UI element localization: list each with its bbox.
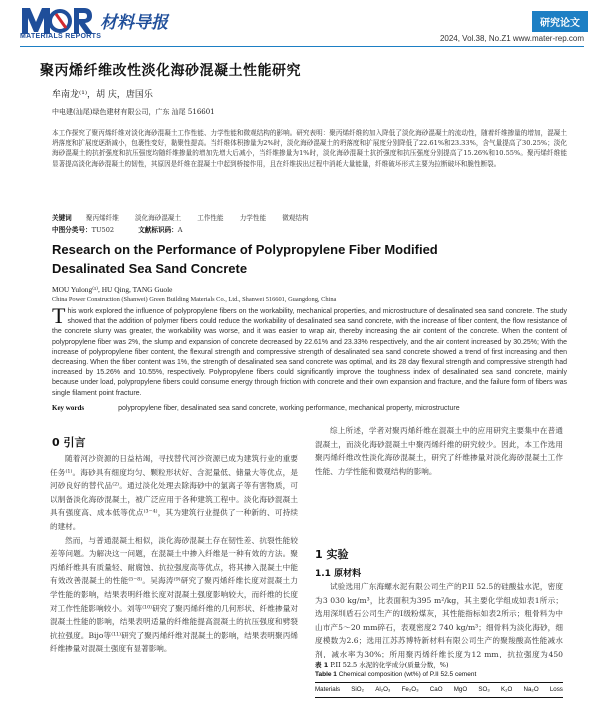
- body-paragraph: 然而，与普通混凝土相似，淡化海砂混凝土存在韧性差、抗裂性能较差等问题。为解决这一问题，在混凝土中掺入纤维是一种有效的方法。聚丙烯纤维具有质量轻、耐腐蚀、抗拉强度高等优点，将其掺入混凝土中能有效改善混凝土的性能⁽⁵⁻⁸⁾。吴海涛⁽⁹⁾研究了聚丙烯纤维长度对混凝土力学性能的影响，结果表明纤维长度对混凝土强度影响较大，而纤维的长度对工作性能影响较小。刘等⁽¹⁰⁾研究了聚丙烯纤维的几何形状、纤维掺量对混凝土性能的影响，结果表明适量的纤维能提高混凝土的抗压强度和劈裂抗拉强度。Bijo等⁽¹¹⁾研究了聚丙烯纤维对混凝土的影响，结果表明聚丙烯纤维掺量对混凝土强度有显著影响。: [50, 535, 298, 654]
- table-header-cell: Fe₂O₃: [401, 686, 419, 693]
- cn-keyword: 淡化海砂混凝土: [134, 214, 182, 222]
- cn-keywords: [52, 212, 323, 222]
- table-header-cell: SiO₂: [351, 686, 365, 693]
- table-label-en: Table 1: [315, 671, 337, 678]
- table-header-cell: Na₂O: [523, 686, 539, 693]
- journal-logo: [20, 4, 180, 36]
- body-paragraph: 试验选用广东海螺水泥有限公司生产的P.II 52.5的硅酸盐水泥，密度为3 030 kg/m³，比表面积为395 m²/kg，其主要化学组成如表1所示；选用深圳盾石公司生产的Ⅰ级粉煤灰，其性能指标如表2所示；粗骨料为中山市产5～20 mm碎石，表观密度2 740 kg/m³；细骨料为淡化海砂，细度模数为2.6；选用江苏苏博特新材料有限公司生产的聚羧酸高性能减水剂，减水率为30%；所用聚丙烯纤维长度为12 mm，抗拉强度为450: [315, 582, 563, 658]
- cn-keyword: 微观结构: [282, 214, 309, 222]
- cn-title: 聚丙烯纤维改性淡化海砂混凝土性能研究: [40, 63, 301, 79]
- right-column-materials: [315, 580, 563, 658]
- cn-authors: 牟南龙⁽¹⁾，胡 庆，唐国乐: [52, 90, 153, 100]
- logo-subtitle: MATERIALS REPORTS: [20, 33, 102, 40]
- en-abstract: [52, 303, 567, 399]
- clc-value: TU502: [91, 226, 115, 234]
- en-keywords-label: Key words: [52, 404, 85, 412]
- table-title-en: Chemical composition (wt%) of P.II 52.5 cement: [338, 671, 477, 678]
- table-header-cell: K₂O: [500, 686, 513, 693]
- table-caption-en: [315, 671, 476, 678]
- subsection-1-1-heading: 1.1 原材料: [315, 569, 362, 579]
- doc-code-value: A: [177, 226, 183, 234]
- table-header-row: [315, 686, 563, 693]
- en-title-line: Desalinated Sea Sand Concrete: [52, 261, 248, 276]
- table-header-cell: Materials: [315, 686, 341, 693]
- en-title-line: Research on the Performance of Polypropylene Fiber Modified: [52, 242, 438, 257]
- body-paragraph: 随着河沙资源的日益枯竭，寻找替代河沙资源已成为建筑行业的重要任务⁽¹⁾。海砂具有细度均匀、颗粒形状好、含泥量低、储量大等优点，是河砂良好的替代品⁽²⁾。通过淡化处理去除海砂中的氯离子等有害物质，可以制备淡化海砂混凝土，被广泛应用于各种建筑工程中。淡化海砂混凝土具有强度高、成本低等优点⁽³⁻⁴⁾，其为建筑行业提供了一种新的、可持续的建材。: [50, 454, 298, 531]
- cn-keywords-label: 关键词: [52, 214, 72, 222]
- table-header-cell: Loss: [549, 686, 563, 693]
- table-header-rule: [315, 697, 563, 698]
- en-keywords: [52, 404, 460, 412]
- clc-label: 中图分类号：: [52, 226, 92, 234]
- svg-text:材料导报: 材料导报: [100, 13, 168, 33]
- table-header-cell: SO₃: [478, 686, 490, 693]
- cn-abstract: 本工作探究了聚丙烯纤维对淡化海砂混凝土工作性能、力学性能和微观结构的影响。研究表明：聚丙烯纤维的加入降低了淡化海砂混凝土的流动性，随着纤维掺量的增加，混凝土坍落度和扩展度逐渐减小，包裹性变好，黏聚性提高。当纤维体积掺量为2%时，淡化海砂混凝土的坍落度和扩展度分别降低了22.61%和23.33%，含气量提高了30.25%；淡化海砂混凝土的抗折强度和抗压强度均随纤维掺量的增加先增大后减小，当纤维掺量为1%时，淡化海砂混凝土抗折强度和抗压强度分别提高了15.26%和10.55%。聚丙烯纤维能显著提高淡化海砂混凝土的韧性，其原因是纤维在混凝土中起到桥接作用，且在纤维拔出过程中消耗大量能量，纤维破坏形式主要为拉断破坏和脆性断裂。: [52, 129, 567, 168]
- section-1-heading: 1 实验: [315, 548, 349, 561]
- table-label-cn: 表 1: [315, 661, 329, 669]
- body-paragraph: 综上所述，学者对聚丙烯纤维在混凝土中的应用研究主要集中在普通混凝土，而淡化海砂混凝土中聚丙烯纤维的研究较少。因此，本工作选用聚丙烯纤维改性淡化海砂混凝土，研究了纤维掺量对淡化海砂混凝土工作性能、力学性能和微观结构的影响。: [315, 426, 563, 476]
- cn-keyword: 力学性能: [239, 214, 267, 222]
- en-affiliation: China Power Construction (Shanwei) Green Building Materials Co., Ltd., Shanwei 516601, Guangdong, China: [52, 296, 337, 303]
- left-column: [50, 452, 298, 656]
- section-0-heading: 0 引言: [52, 436, 86, 449]
- header-divider: [20, 46, 584, 47]
- right-column-intro: [315, 424, 563, 478]
- table-header-cell: CaO: [429, 686, 443, 693]
- issue-info: 2024, Vol.38, No.Z1 www.mater-rep.com: [439, 34, 584, 43]
- cn-affiliation: 中电建(汕尾)绿色建材有限公司，广东 汕尾 516601: [52, 108, 215, 116]
- section-badge: 研究论文: [532, 11, 588, 32]
- cn-classification: [52, 224, 183, 234]
- en-title: [52, 240, 438, 278]
- en-keywords-text: polypropylene fiber, desalinated sea sand concrete, working performance, mechanical property, microstructure: [118, 405, 460, 412]
- cn-keyword: 工作性能: [197, 214, 224, 222]
- table-title-cn: P.II 52.5 水泥的化学成分(质量分数，%): [330, 661, 449, 669]
- doc-code-label: 文献标识码：: [138, 226, 178, 234]
- en-abstract-text: his work explored the influence of polypropylene fibers on the workability, mechanical properties, and microstructure of desalinated sea sand concrete. The study showed that the addition of polymer fibers could reduce the workability of desalinated sea sand concrete, with the increase of fiber content, the flow resistance of the concrete slurry was greater, the workability was worse, and it was easier to wrap air, thereby increasing the air content of the concrete. When the content of polypropylene fiber was 2%, the slump and expansion of concrete decreased by 22.61% and 23.33% respectively, and the air content increased by 30.25%; With the increase of polypropylene fiber content, the flexural strength and compressive strength of desalinated sea sand concrete showed a trend of first increasing and then decreasing. When the fiber content was 1%, the strength of desalinated sea sand concrete was optimal, and its 28 day flexural strength and compressive strength had increased by 15.26% and 10.55%, respectively. Polypropylene fibers could significantly improve the toughness index of desalinated sea sand concrete, mainly because under load, polypropylene fibers could consume energy through friction with concrete and their own expansion and fracture, and the failure form of fibers was single filament point fracture.: [52, 308, 567, 397]
- table-header-cell: MgO: [453, 686, 468, 693]
- en-abstract-dropcap: T: [52, 303, 66, 328]
- en-authors: MOU Yulong⁽¹⁾, HU Qing, TANG Guole: [52, 285, 173, 294]
- table-top-rule: [315, 682, 563, 683]
- table-caption-cn: [315, 660, 449, 669]
- cn-keyword: 聚丙烯纤维: [85, 214, 119, 222]
- table-header-cell: Al₂O₃: [375, 686, 391, 693]
